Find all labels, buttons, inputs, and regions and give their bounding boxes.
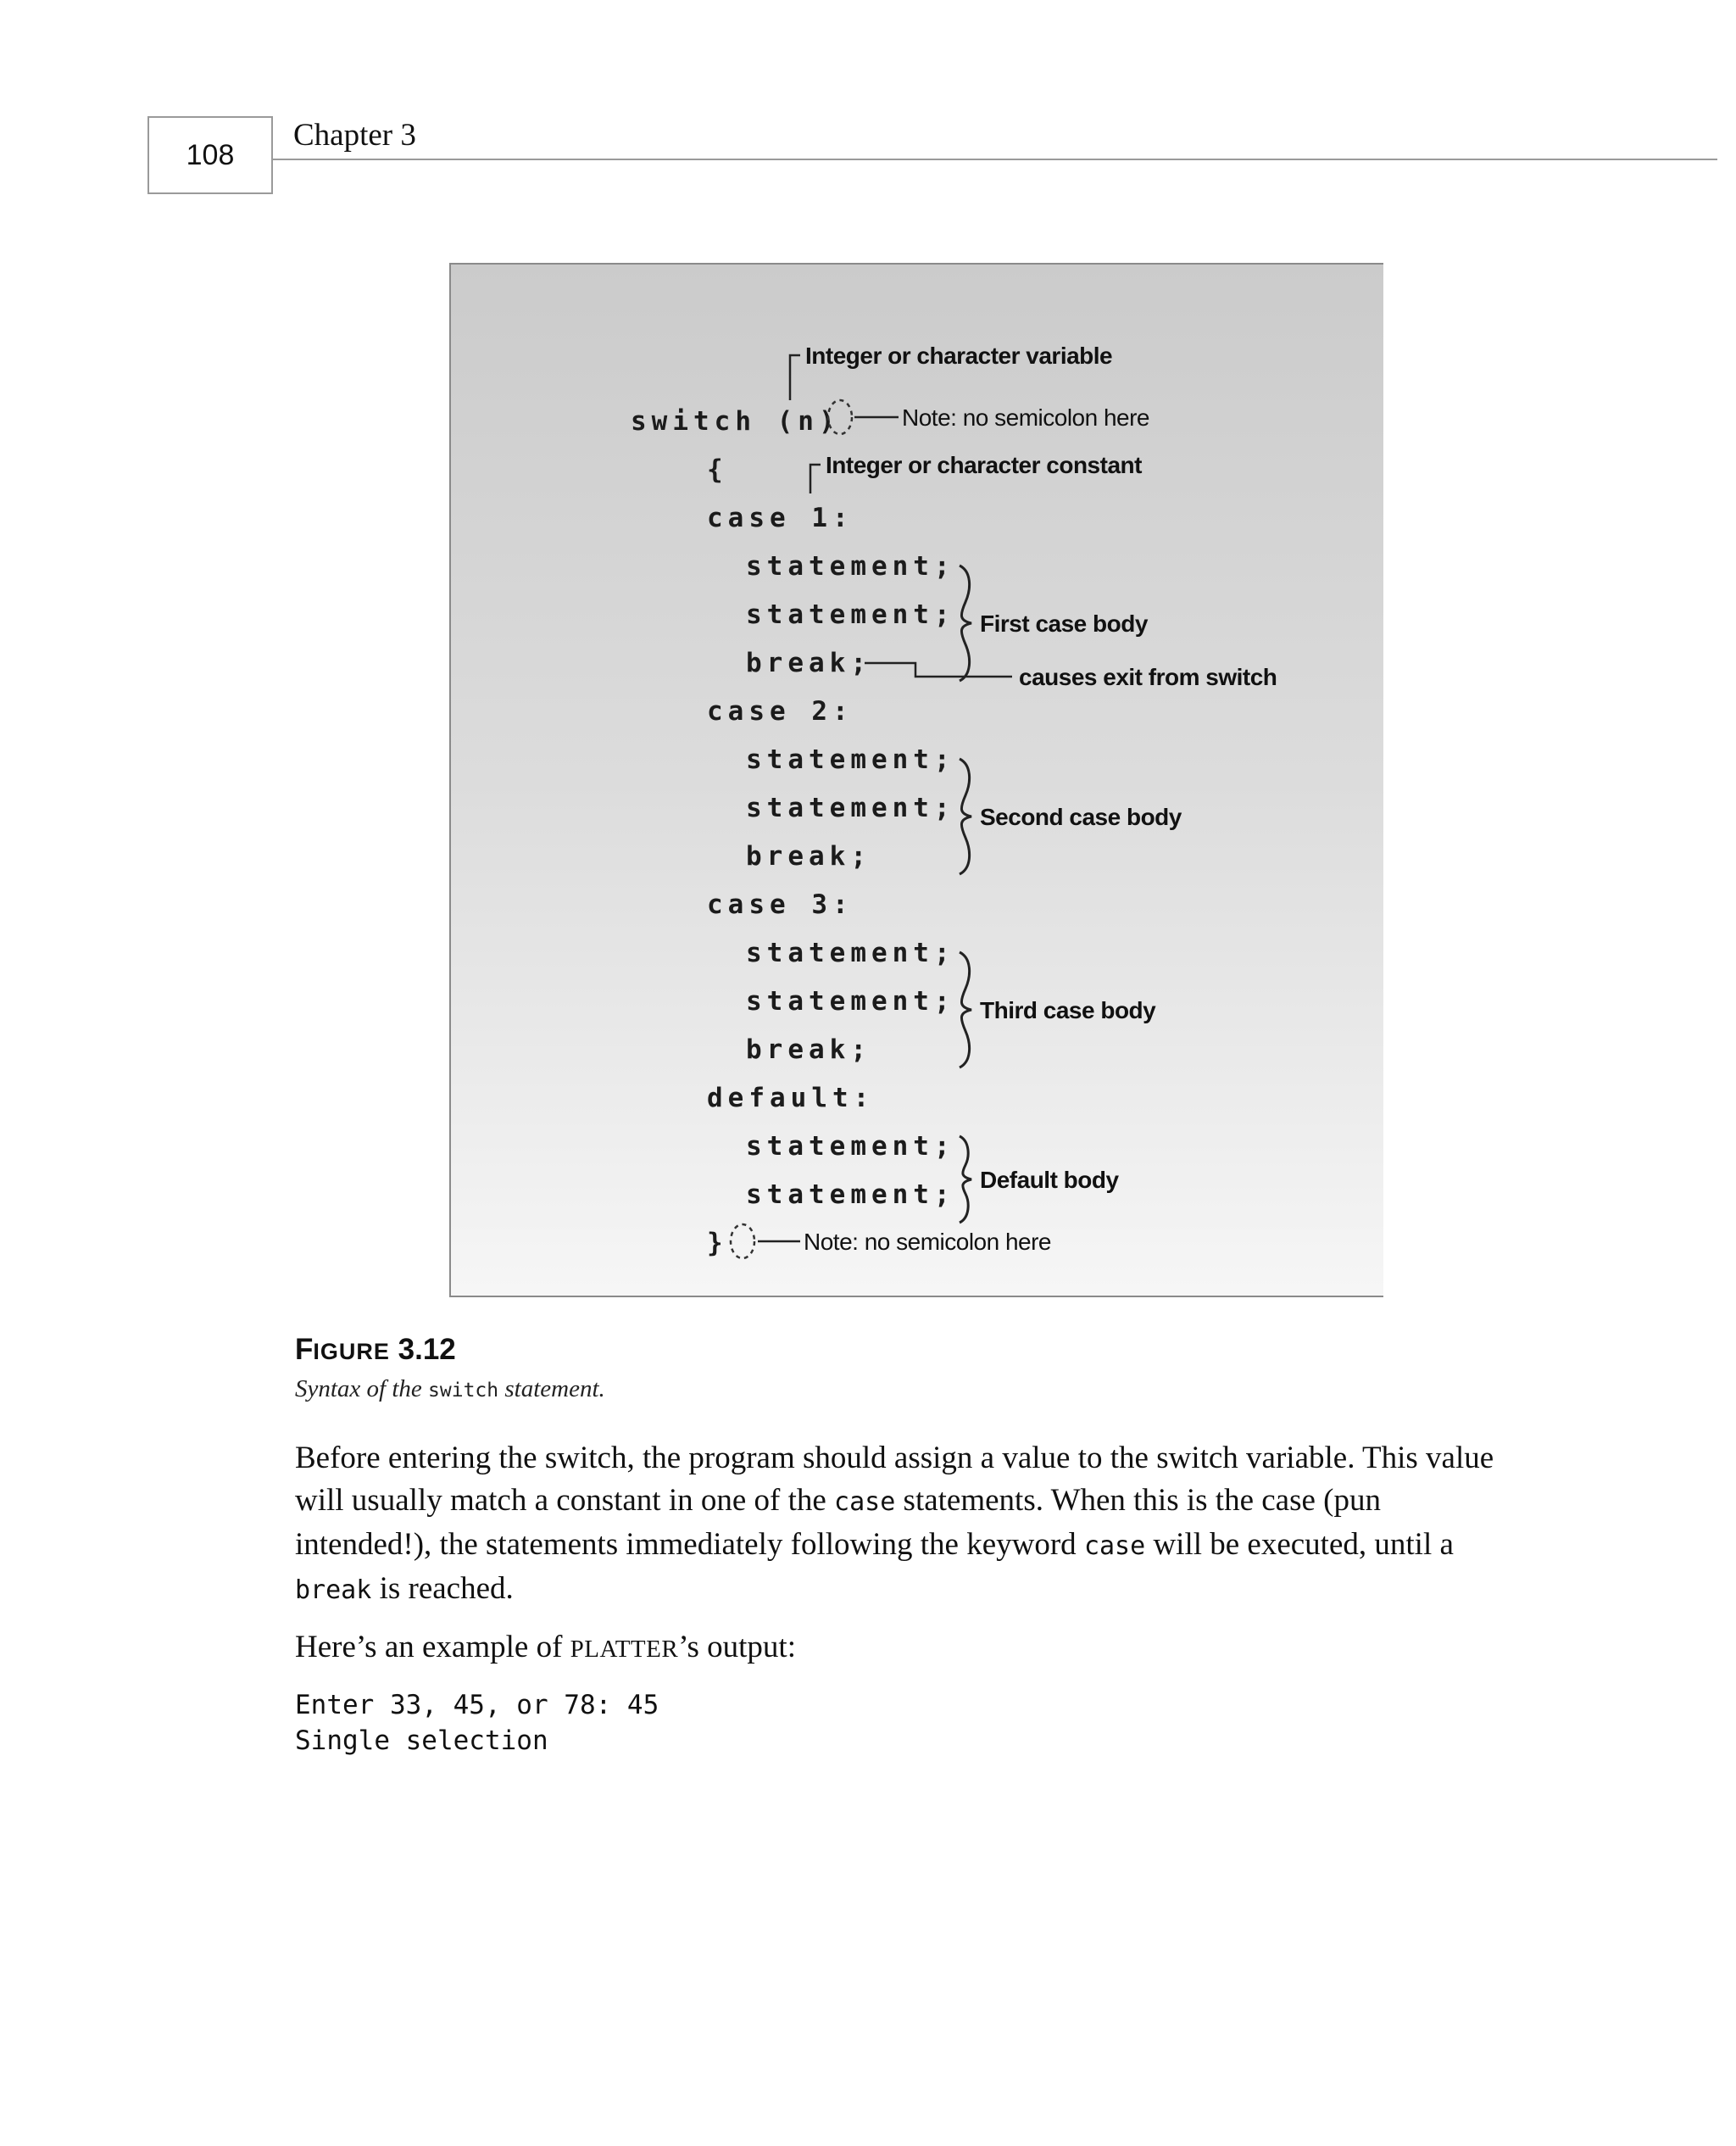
first-case-brace (960, 566, 971, 681)
code-statement: statement; (746, 599, 955, 630)
paragraph-text: statements. When this is the case (pun intended!), the statements immediately following the keyword (295, 1483, 1381, 1562)
code-break: break; (746, 841, 871, 872)
switch-syntax-diagram (451, 265, 1383, 1297)
caption-text: statement. (498, 1375, 605, 1402)
paragraph-text: Here’s an example of (295, 1630, 570, 1664)
annotation-no-semicolon: Note: no semicolon here (902, 404, 1150, 431)
caption-code: switch (428, 1380, 499, 1402)
code-case-1: case 1: (707, 503, 854, 533)
annotation-default-body: Default body (980, 1167, 1119, 1193)
body-paragraph (295, 1437, 1516, 1612)
code-break: break; (746, 1034, 871, 1065)
page-number: 108 (147, 116, 273, 194)
annotation-integer-variable: Integer or character variable (805, 343, 1113, 369)
program-name: PLATTER (570, 1636, 679, 1663)
paragraph-text: Before entering the switch, the program should assign a value to the switch variable. This value will usually match a constant in one of the (295, 1441, 1494, 1518)
second-case-brace (960, 759, 971, 874)
code-close-brace: } (707, 1228, 728, 1258)
code-statement: statement; (746, 744, 955, 775)
caption-text: Syntax of the (295, 1375, 429, 1402)
paragraph-text: will be executed, until a (1145, 1527, 1454, 1562)
output-line: Single selection (295, 1725, 548, 1756)
inline-code: break (295, 1575, 372, 1605)
annotation-second-case-body: Second case body (980, 804, 1182, 830)
body-paragraph (295, 1626, 1516, 1670)
paragraph-text: is reached. (371, 1571, 514, 1606)
code-switch-line: switch (n) (631, 406, 840, 437)
figure-number: 3.12 (398, 1333, 456, 1366)
variable-pointer-line (790, 355, 800, 400)
program-output (295, 1687, 659, 1759)
code-statement: statement; (746, 986, 955, 1017)
break-pointer-line (865, 663, 1012, 677)
code-statement: statement; (746, 551, 955, 582)
header-rule (273, 159, 1717, 160)
figure-label-smallcaps: IGURE (313, 1339, 390, 1364)
semicolon-placeholder-circle (731, 1224, 754, 1258)
paragraph-text: ’s output: (678, 1630, 796, 1664)
inline-code: case (1083, 1531, 1146, 1561)
output-line: Enter 33, 45, or 78: 45 (295, 1690, 659, 1720)
chapter-title: Chapter 3 (293, 118, 416, 153)
code-default: default: (707, 1083, 875, 1113)
code-case-2: case 2: (707, 696, 854, 727)
switch-syntax-figure (449, 263, 1383, 1297)
code-statement: statement; (746, 1179, 955, 1210)
figure-label (295, 1333, 456, 1367)
annotation-third-case-body: Third case body (980, 997, 1156, 1023)
annotation-first-case-body: First case body (980, 610, 1148, 637)
annotation-causes-exit: causes exit from switch (1019, 664, 1277, 690)
default-brace (960, 1136, 971, 1223)
constant-pointer-line (810, 465, 821, 493)
code-statement: statement; (746, 938, 955, 968)
code-statement: statement; (746, 1131, 955, 1162)
figure-caption (295, 1375, 605, 1403)
code-open-brace: { (707, 454, 728, 485)
annotation-integer-constant: Integer or character constant (826, 452, 1142, 478)
figure-label-prefix: F (295, 1333, 314, 1366)
annotation-no-semicolon: Note: no semicolon here (804, 1229, 1052, 1255)
code-case-3: case 3: (707, 889, 854, 920)
code-break: break; (746, 648, 871, 678)
third-case-brace (960, 952, 971, 1067)
code-statement: statement; (746, 793, 955, 823)
inline-code: case (834, 1487, 896, 1517)
